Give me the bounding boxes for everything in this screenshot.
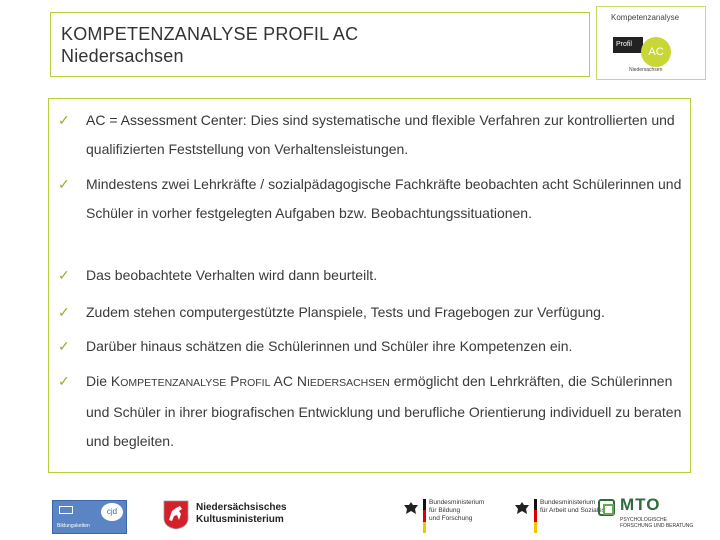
check-icon: ✓ xyxy=(58,338,70,354)
logo-sub-line: Niedersachsen xyxy=(629,67,663,73)
german-flag-stripe xyxy=(423,499,426,533)
smallcaps-initial: N xyxy=(296,373,307,389)
bullet-text: Das beobachtete Verhalten wird dann beurteilt. xyxy=(86,267,378,283)
bullet-text: ermöglicht den Lehrkräften, die Schülerinnen und Schüler in ihrer biografischen Entwicklung und berufliche Orientierung individuell zu beraten und begleiten. xyxy=(86,373,682,449)
check-icon: ✓ xyxy=(58,176,70,192)
smallcaps-rest: ROFIL xyxy=(239,377,271,389)
bullet-text: Die xyxy=(86,373,111,389)
bullet-assessment-center xyxy=(58,106,688,164)
bmas-logo xyxy=(514,497,606,535)
smallcaps-rest: IEDERSACHSEN xyxy=(307,377,390,389)
kultusministerium-label xyxy=(196,502,287,526)
bullet-planspiele xyxy=(58,298,688,327)
logo-subtext xyxy=(629,67,662,73)
check-icon: ✓ xyxy=(58,267,70,283)
bullet-orientierung xyxy=(58,367,688,456)
logo-label: Kompetenzanalyse xyxy=(611,13,680,22)
logo-dark-block xyxy=(613,37,643,53)
footer-logos xyxy=(0,485,720,540)
bmas-line1: Bundesministerium xyxy=(540,499,596,506)
page-subtitle: Niedersachsen xyxy=(61,46,184,66)
mto-logo xyxy=(598,497,703,535)
mto-mark-icon xyxy=(598,499,615,516)
bmbf-line1: Bundesministerium xyxy=(429,499,485,506)
logo-mark-text: Profil xyxy=(616,41,632,48)
smallcaps-initial: K xyxy=(110,373,121,389)
logo-circle: AC xyxy=(641,37,671,67)
bildungsketten-icon xyxy=(59,506,73,514)
nds-line1: Niedersächsisches xyxy=(196,502,287,513)
bullet-beurteilt xyxy=(58,261,688,290)
federal-eagle-icon xyxy=(403,501,419,517)
bullet-text: Darüber hinaus schätzen die Schülerinnen und Schüler ihre Kompetenzen ein. xyxy=(86,338,573,354)
smallcaps-initial: P xyxy=(230,373,240,389)
bullet-lehrkraefte xyxy=(58,170,688,228)
federal-eagle-icon xyxy=(514,501,530,517)
bmbf-line3: und Forschung xyxy=(429,515,473,522)
bmbf-logo xyxy=(403,497,518,535)
bullet-text: Zudem stehen computergestützte Planspiele, Tests und Fragebogen zur Verfügung. xyxy=(86,304,605,320)
bmbf-line2: für Bildung xyxy=(429,507,461,514)
smallcaps-rest: OMPETENZANALYSE xyxy=(120,377,227,389)
check-icon: ✓ xyxy=(58,112,70,128)
nds-line2: Kultusministerium xyxy=(196,514,284,525)
bullet-text: : Dies sind systematische und flexible Verfahren zur kontrollierten und qualifizierten Feststellung von Verhaltensleistungen. xyxy=(86,112,675,157)
german-flag-stripe xyxy=(534,499,537,533)
bmas-line2: für Arbeit und Soziales xyxy=(540,507,606,514)
check-icon: ✓ xyxy=(58,304,70,320)
title-box xyxy=(50,12,590,77)
page-title: KOMPETENZANALYSE PROFIL AC xyxy=(61,24,359,44)
bullet-strong: AC = Assessment Center xyxy=(86,112,243,128)
bildungsketten-label: Bildungsketten xyxy=(57,523,90,529)
mto-sub-line1: PSYCHOLOGISCHE xyxy=(620,517,667,523)
bullet-kompetenzen xyxy=(58,332,688,361)
bullet-text: AC xyxy=(270,373,297,389)
niedersachsen-horse-icon xyxy=(163,500,189,530)
check-icon: ✓ xyxy=(58,373,70,389)
mto-name: MTO xyxy=(620,495,661,514)
bildungsketten-logo xyxy=(52,500,127,534)
kompetenzanalyse-logo xyxy=(596,6,706,80)
mto-sub-line2: FORSCHUNG UND BERATUNG xyxy=(620,523,694,529)
bullet-text: Mindestens zwei Lehrkräfte / sozialpädagogische Fachkräfte beobachten acht Schülerinnen und Schüler in vorher festgelegten Aufgaben bzw. Beobachtungssituationen. xyxy=(86,176,682,221)
cjd-logo: cjd xyxy=(101,503,123,521)
